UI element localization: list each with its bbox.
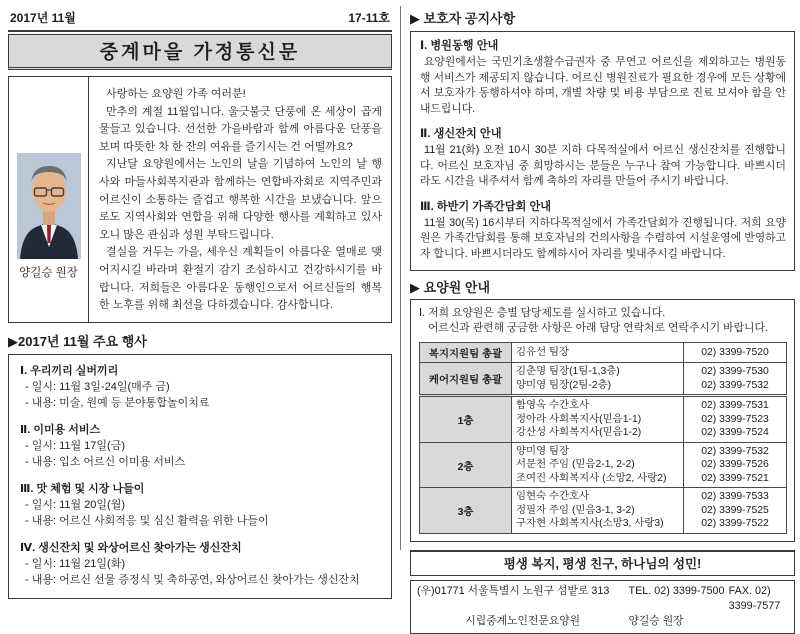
staff-line: 임현숙 수간호사 [516, 491, 590, 503]
event-detail: - 내용: 입소 어르신 이미용 서비스 [25, 456, 186, 468]
director-photo-cell [9, 77, 89, 322]
contact-role: 케어지원팀 총괄 [420, 363, 512, 396]
event-title: Ⅱ. 이미용 서비스 [20, 424, 101, 436]
contact-staff [512, 396, 684, 443]
phone-line: 02) 3399-7522 [701, 518, 769, 530]
greeting-paragraph: 만추의 계절 11월입니다. 울긋불긋 단풍에 온 세상이 곱게 물들고 있습니다. 선선한 가을바람과 함께 아름다운 단풍을 보며 따뜻한 차 한 잔의 여유를 즐기시는 건 어떨까요? [99, 105, 382, 153]
event-detail: - 일시: 11월 21일(화) [25, 558, 125, 570]
notice-body: 요양원에서는 국민기초생활수급권자 중 무연고 어르신을 제외하고는 병원동행 서비스가 제공되지 않습니다. 어르신 병원진료가 필요한 경우에 모든 상황에서 보호자가 동행하셔야 하며, 개별 차량 및 비용 부담으로 진료 보셔야 함을 안내드립니다. [420, 56, 786, 115]
issue-number: 17-11호 [348, 11, 390, 25]
right-column [400, 6, 795, 627]
staff-line: 양미영 팀장 [516, 445, 570, 457]
event-detail: - 내용: 어르신 선물 증정식 및 축하공연, 와상어르신 찾아가는 생신잔치 [25, 574, 360, 586]
events-heading: ▶2017년 11월 주요 행사 [8, 334, 147, 349]
event-item [20, 540, 381, 588]
info-heading: ▶ 요양원 안내 [410, 280, 491, 296]
phone-line: 02) 3399-7520 [701, 347, 769, 359]
newsletter-title: 중계마을 가정통신문 [8, 34, 392, 70]
contact-table [419, 342, 787, 534]
address-box [410, 580, 795, 634]
event-title: Ⅳ. 생신잔치 및 와상어르신 찾아가는 생신잔치 [20, 542, 242, 554]
phone-line: 02) 3399-7521 [701, 472, 769, 484]
contact-phone [684, 363, 787, 396]
phone-line: 02) 3399-7533 [701, 491, 769, 503]
contact-role: 1층 [420, 396, 512, 443]
table-row [420, 363, 787, 396]
event-detail: - 내용: 미술, 원예 등 분야통합놀이치료 [25, 397, 210, 409]
staff-line: 강산성 사회복지사(믿음1-2) [516, 427, 642, 439]
director-photo [17, 153, 81, 259]
address-row [417, 584, 788, 614]
postal-address: (우)01771 서울특별시 노원구 섬밭로 313 [417, 584, 610, 597]
org-name: 시립중계노인전문요양원 [465, 614, 581, 627]
contact-staff [512, 442, 684, 488]
contact-phone [684, 442, 787, 488]
table-row [420, 396, 787, 443]
notices-box [410, 31, 795, 271]
phone-line: 02) 3399-7526 [701, 459, 769, 471]
footer-director: 양길승 원장 [628, 614, 684, 627]
staff-line: 김유선 팀장 [516, 347, 570, 359]
phone-line: 02) 3399-7524 [701, 427, 769, 439]
contact-phone [684, 396, 787, 443]
phone-line: 02) 3399-7523 [701, 413, 769, 425]
address-row [417, 614, 788, 629]
notices-heading: ▶ 보호자 공지사항 [410, 11, 516, 26]
notice-body: 11월 30(목) 16시부터 지하다목적실에서 가족간담회가 진행됩니다. 저희 요양원은 가족간담회를 통해 보호자님의 건의사항을 수렴하여 시설운영에 반영하고자 합니다. 바쁘시더라도 함께하시어 자리를 빛내주시길 바랍니다. [420, 217, 786, 260]
event-title: Ⅲ. 맛 체험 및 시장 나들이 [20, 483, 145, 495]
masthead [8, 6, 392, 32]
staff-line: 정필자 주임 (믿음3-1, 3-2) [516, 504, 635, 516]
notice-title: Ⅱ. 생신잔치 안내 [420, 128, 502, 141]
staff-line: 양미영 팀장(2팀-2층) [516, 379, 612, 391]
contact-phone [684, 488, 787, 534]
tel-number: TEL. 02) 3399-7500 [628, 584, 725, 597]
event-item [20, 363, 381, 411]
staff-line: 김춘명 팀장(1팀-1,3층) [516, 366, 620, 378]
event-title: Ⅰ. 우리끼리 실버끼리 [20, 365, 119, 377]
greeting-text [89, 77, 391, 322]
table-row [420, 343, 787, 363]
staff-line: 정아라 사회복지사(믿음1-1) [516, 413, 642, 425]
phone-line: 02) 3399-7525 [701, 504, 769, 516]
greeting-box [8, 76, 392, 323]
event-item [20, 481, 381, 529]
notice-section [420, 127, 786, 190]
greeting-paragraph: 지난달 요양원에서는 노인의 날을 기념하여 노인의 날 행사와 마들사회복지관과 함께하는 연합바자회로 지역주민과 어르신이 소통하는 즐겁고 행복한 시간을 보냈습니다. 앞으로도 지역사회와 연합을 위해 다양한 행사를 계획하고 있사오니 많은 관심과 성원 부탁드립니다. [99, 158, 382, 241]
events-box [8, 354, 392, 599]
info-intro: 어르신과 관련해 궁금한 사항은 아래 담당 연락처로 연락주시기 바랍니다. [428, 322, 768, 335]
table-row [420, 488, 787, 534]
contact-staff [512, 343, 684, 363]
contact-staff [512, 488, 684, 534]
notice-title: Ⅰ. 병원동행 안내 [420, 40, 499, 52]
greeting-paragraph: 사랑하는 요양원 가족 여러분! [106, 88, 246, 100]
info-box [410, 299, 795, 542]
contact-role: 3층 [420, 488, 512, 534]
staff-line: 함영옥 수간호사 [516, 400, 590, 412]
staff-line: 구자현 사회복지사(소망3, 사랑3) [516, 518, 664, 530]
event-detail: - 일시: 11월 17일(금) [25, 440, 125, 452]
table-row [420, 442, 787, 488]
contact-role: 복지지원팀 총괄 [420, 343, 512, 363]
event-detail: - 내용: 어르신 사회적응 및 심신 활력을 위한 나들이 [25, 515, 269, 527]
slogan: 평생 복지, 평생 친구, 하나님의 성민! [410, 550, 795, 576]
greeting-paragraph: 결실을 거두는 가을, 세우신 계획들이 아름다운 열매로 맺어지시길 바라며 환절기 감기 조심하시고 건강하시기를 바랍니다. 저희들은 아름다운 동행인으로서 어르신들의 행복한 노후를 위해 최선을 다하겠습니다. 감사합니다. [99, 246, 382, 312]
staff-line: 조여진 사회복지사 (소망2, 사랑2) [516, 472, 667, 484]
fax-number: FAX. 02) 3399-7577 [728, 584, 781, 612]
contact-staff [512, 363, 684, 396]
phone-line: 02) 3399-7532 [701, 379, 769, 391]
notice-body: 11월 21(화) 오전 10시 30분 지하 다목적실에서 어르신 생신잔치를 진행합니다. 어르신 보호자님 중 희망하시는 분들은 누구나 참여 가능합니다. 바쁘시더라도 시간을 내주셔서 함께 축하의 자리를 만들어 주시기 바랍니다. [420, 144, 786, 188]
info-intro: Ⅰ. 저희 요양원은 층별 담당제도를 실시하고 있습니다. [419, 307, 666, 320]
event-detail: - 일시: 11월 20일(월) [25, 499, 125, 511]
staff-line: 서문천 주임 (믿음2-1, 2-2) [516, 459, 635, 471]
phone-line: 02) 3399-7531 [701, 400, 769, 412]
event-detail: - 일시: 11월 3일-24일(매주 금) [25, 381, 170, 393]
phone-line: 02) 3399-7532 [701, 445, 769, 457]
director-name: 양길승 원장 [19, 267, 78, 279]
event-item [20, 422, 381, 470]
notice-section [420, 200, 786, 263]
left-column [8, 6, 400, 586]
phone-line: 02) 3399-7530 [701, 366, 769, 378]
contact-role: 2층 [420, 442, 512, 488]
contact-phone [684, 343, 787, 363]
notice-section [420, 39, 786, 117]
issue-date: 2017년 11월 [10, 11, 76, 25]
notice-title: Ⅲ. 하반기 가족간담회 안내 [420, 200, 552, 213]
